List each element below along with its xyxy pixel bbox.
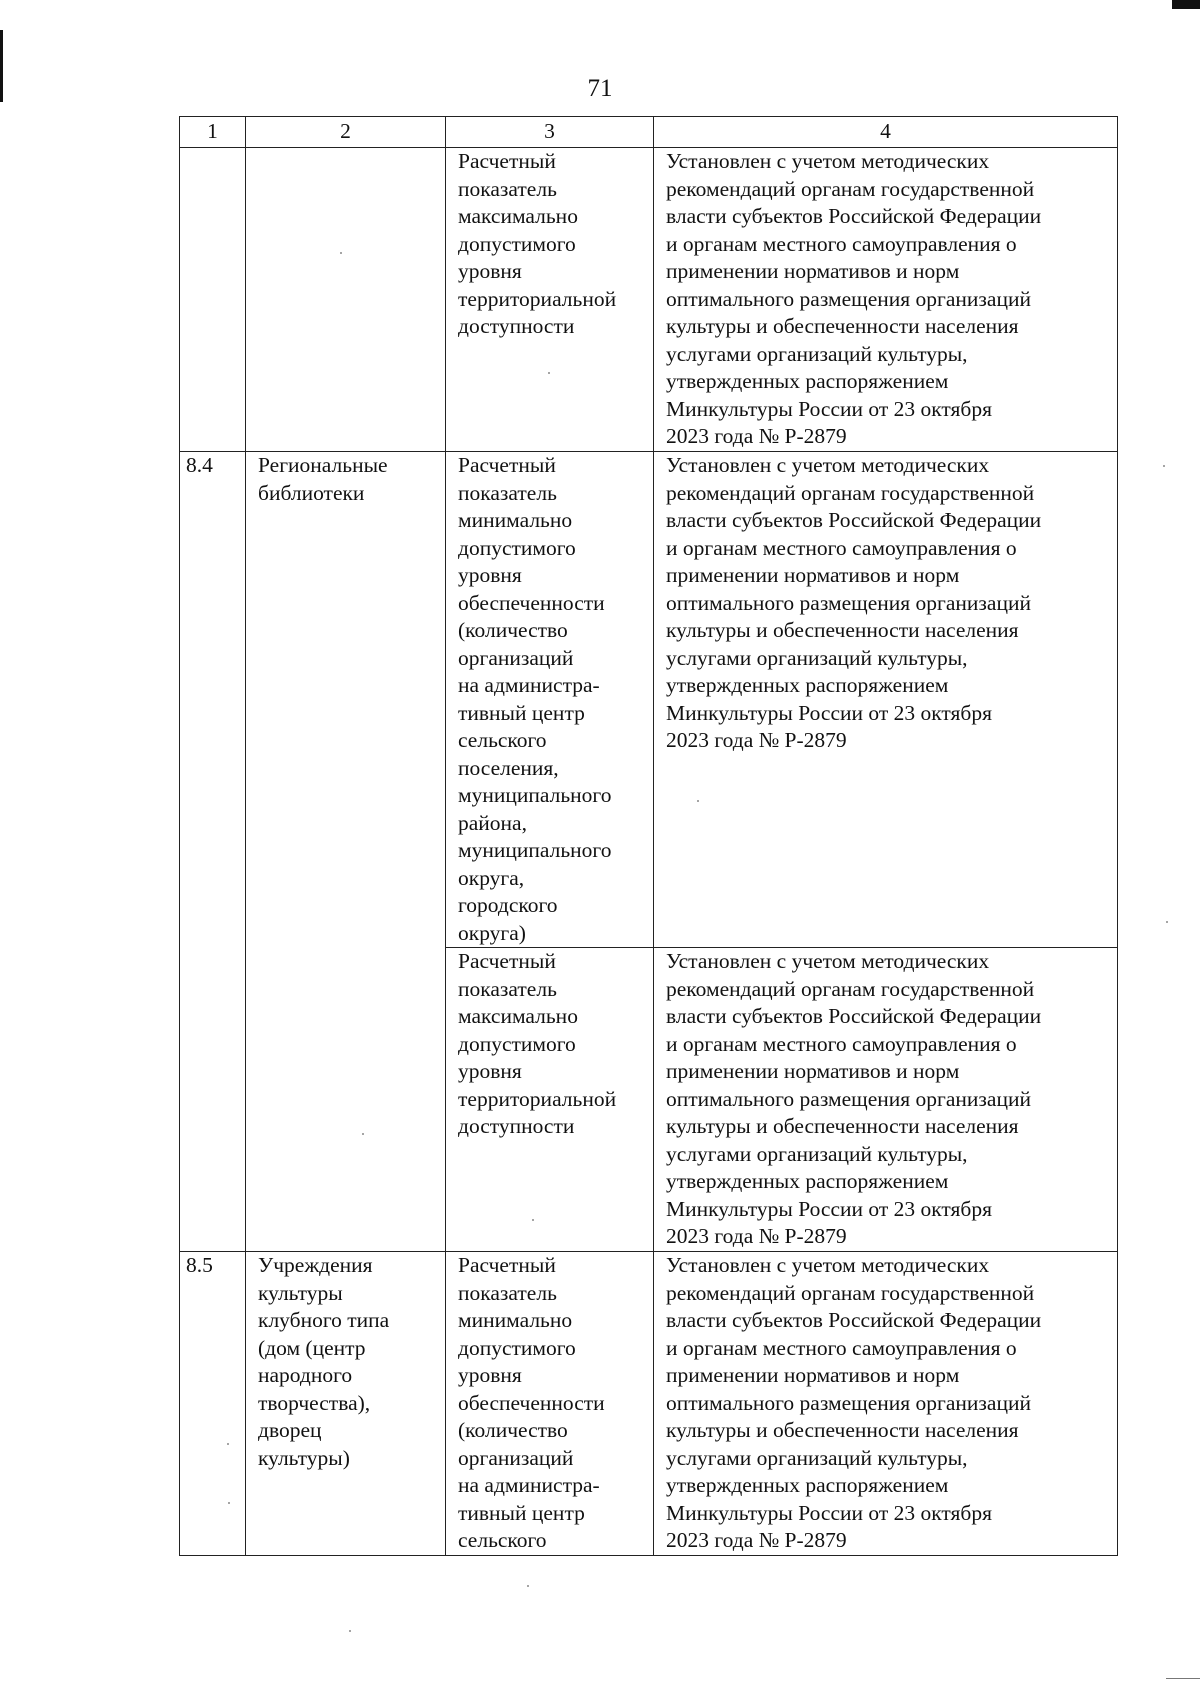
scan-corner-line [1166, 1678, 1200, 1679]
scan-speck [362, 1133, 364, 1135]
row-number-cell: 8.5 [180, 1252, 246, 1556]
row-number-cell [180, 148, 246, 452]
scan-corner-mark [1172, 0, 1200, 9]
page-number: 71 [587, 75, 613, 102]
indicator-cell: Расчетный показатель минимально допустимого уровня обеспеченности (количество организаций на администра- тивный центр сельского [446, 1252, 654, 1556]
row-number-cell: 8.4 [180, 452, 246, 1252]
scan-speck [1163, 465, 1165, 467]
facility-name-cell: Региональные библиотеки [246, 452, 446, 1252]
scan-speck [697, 800, 699, 802]
basis-cell: Установлен с учетом методических рекомендаций органам государственной власти субъектов Российской Федерации и органам местного самоуправления о применении нормативов и норм оптимального размещения организаций культуры и обеспеченности населения услугами организаций культуры, утвержденных распоряжением Минкультуры России от 23 октября 2023 года № Р-2879 [654, 452, 1118, 948]
norms-table [179, 116, 1118, 1556]
scan-speck [1166, 921, 1168, 923]
scan-speck [340, 252, 342, 254]
scan-speck [227, 1443, 229, 1445]
scan-speck [228, 1502, 230, 1504]
table-row [180, 148, 1118, 452]
basis-cell: Установлен с учетом методических рекомендаций органам государственной власти субъектов Российской Федерации и органам местного самоуправления о применении нормативов и норм оптимального размещения организаций культуры и обеспеченности населения услугами организаций культуры, утвержденных распоряжением Минкультуры России от 23 октября 2023 года № Р-2879 [654, 948, 1118, 1252]
basis-cell: Установлен с учетом методических рекомендаций органам государственной власти субъектов Российской Федерации и органам местного самоуправления о применении нормативов и норм оптимального размещения организаций культуры и обеспеченности населения услугами организаций культуры, утвержденных распоряжением Минкультуры России от 23 октября 2023 года № Р-2879 [654, 1252, 1118, 1556]
scan-speck [548, 372, 550, 374]
header-cell-4: 4 [654, 117, 1118, 148]
scan-speck [349, 1630, 351, 1632]
facility-name-cell: Учреждения культуры клубного типа (дом (центр народного творчества), дворец культуры) [246, 1252, 446, 1556]
scan-speck [527, 1585, 529, 1587]
header-cell-3: 3 [446, 117, 654, 148]
indicator-cell: Расчетный показатель минимально допустимого уровня обеспеченности (количество организаций на администра- тивный центр сельского поселения, муниципального района, муниципального округа, городского округа) [446, 452, 654, 948]
table-row [180, 452, 1118, 948]
header-cell-2: 2 [246, 117, 446, 148]
facility-name-cell [246, 148, 446, 452]
header-cell-1: 1 [180, 117, 246, 148]
scan-speck [532, 1219, 534, 1221]
indicator-cell: Расчетный показатель максимально допустимого уровня территориальной доступности [446, 148, 654, 452]
table-row [180, 1252, 1118, 1556]
indicator-cell: Расчетный показатель максимально допустимого уровня территориальной доступности [446, 948, 654, 1252]
basis-cell: Установлен с учетом методических рекомендаций органам государственной власти субъектов Российской Федерации и органам местного самоуправления о применении нормативов и норм оптимального размещения организаций культуры и обеспеченности населения услугами организаций культуры, утвержденных распоряжением Минкультуры России от 23 октября 2023 года № Р-2879 [654, 148, 1118, 452]
table-header-row [180, 117, 1118, 148]
